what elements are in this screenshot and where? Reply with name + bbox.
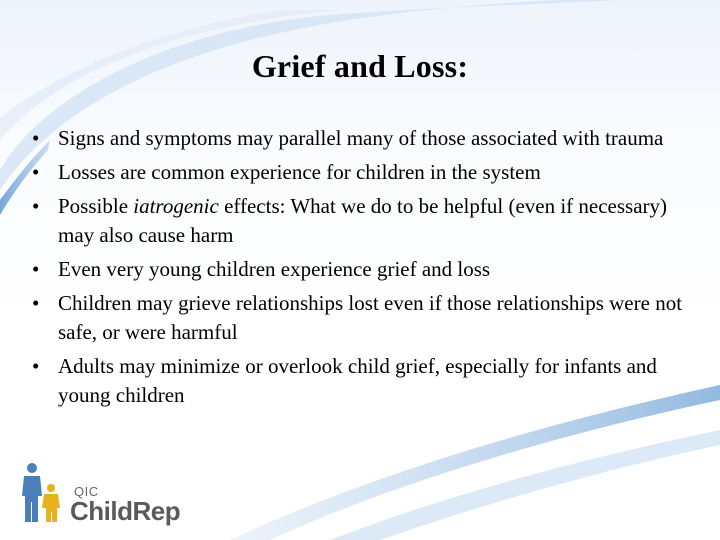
bullet-list (30, 124, 690, 415)
italic-term: iatrogenic (133, 194, 219, 218)
slide-title: Grief and Loss: (251, 48, 469, 84)
bullet-item: • Even very young children experience grief and loss (30, 255, 690, 284)
bullet-item: • Losses are common experience for children in the system (30, 158, 690, 187)
bullet-item: • Children may grieve relationships lost even if those relationships were not safe, or were harmful (30, 289, 690, 347)
bullet-item: • Possible iatrogenic effects: What we do to be helpful (even if necessary) may also cause harm (30, 192, 690, 250)
qic-childrep-logo (20, 462, 180, 532)
family-figures-icon (20, 462, 70, 524)
bullet-item: • Adults may minimize or overlook child grief, especially for infants and young children (30, 352, 690, 410)
logo-name: ChildRep (70, 496, 181, 526)
bullet-item: • Signs and symptoms may parallel many of those associated with trauma (30, 124, 690, 153)
logo-qic-text: QIC (74, 484, 99, 499)
